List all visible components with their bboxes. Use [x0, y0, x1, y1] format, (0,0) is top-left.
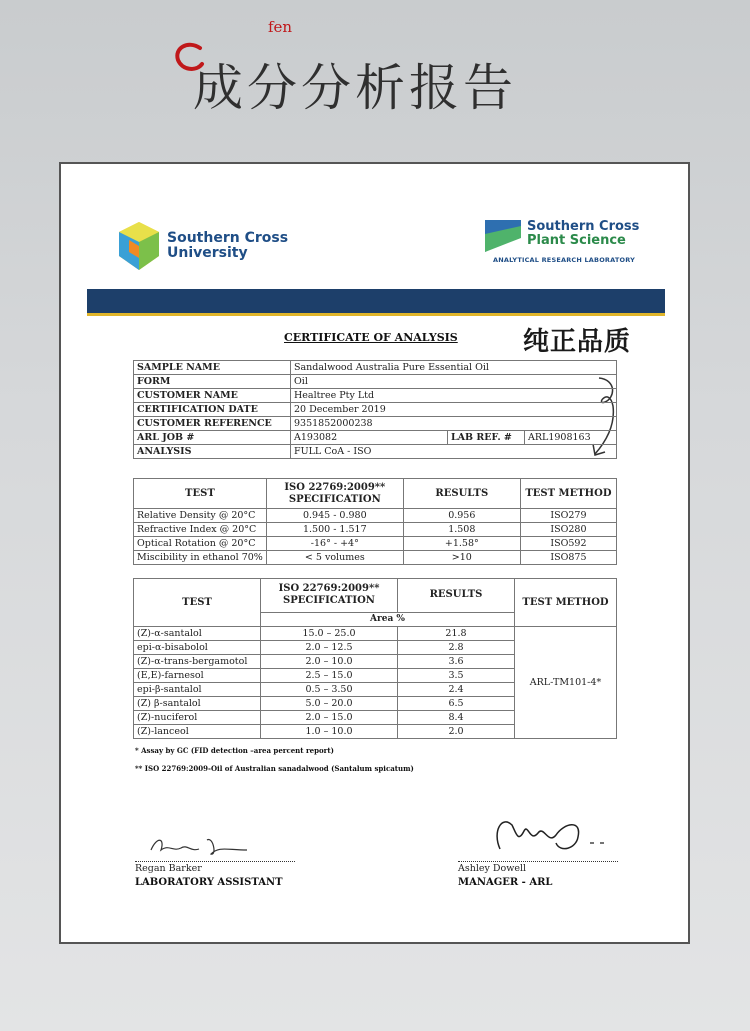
- table-cell: (Z)-α-santalol: [134, 627, 261, 641]
- table-cell: 2.0: [398, 725, 515, 739]
- signature-line-left: [135, 861, 295, 862]
- header-band: [87, 289, 665, 313]
- column-header: TEST: [134, 479, 267, 509]
- info-value: 20 December 2019: [291, 403, 617, 417]
- signature-line-right: [458, 861, 618, 862]
- info-label: SAMPLE NAME: [134, 361, 291, 375]
- info-value: A193082: [291, 431, 448, 445]
- table-cell: Refractive Index @ 20°C: [134, 523, 267, 537]
- column-header: ISO 22769:2009** SPECIFICATION: [266, 479, 403, 509]
- certificate-document: [59, 162, 690, 944]
- table-cell: ISO280: [520, 523, 616, 537]
- signature-left: [147, 832, 257, 862]
- table-cell: < 5 volumes: [266, 551, 403, 565]
- info-value: ARL1908163: [525, 431, 617, 445]
- table-cell: 2.0 – 15.0: [261, 711, 398, 725]
- quality-stamp: 纯正品质: [523, 327, 632, 357]
- table-cell: 2.5 – 15.0: [261, 669, 398, 683]
- sample-info-table: [133, 360, 617, 459]
- area-percent-subheader: Area %: [261, 612, 515, 626]
- composition-table: [133, 578, 617, 739]
- info-value: 9351852000238: [291, 417, 617, 431]
- info-label: CERTIFICATION DATE: [134, 403, 291, 417]
- table-cell: 21.8: [398, 627, 515, 641]
- column-header: RESULTS: [403, 479, 520, 509]
- table-cell: ISO875: [520, 551, 616, 565]
- info-label: ARL JOB #: [134, 431, 291, 445]
- scu-name-line1: Southern Cross: [167, 230, 289, 246]
- table-cell: 6.5: [398, 697, 515, 711]
- table-cell: 0.945 - 0.980: [266, 509, 403, 523]
- column-header: TEST METHOD: [520, 479, 616, 509]
- scps-logo: [485, 220, 645, 264]
- scps-subtitle: ANALYTICAL RESEARCH LABORATORY: [493, 256, 635, 264]
- table-cell: 3.5: [398, 669, 515, 683]
- info-label: CUSTOMER REFERENCE: [134, 417, 291, 431]
- table-cell: Optical Rotation @ 20°C: [134, 537, 267, 551]
- table-cell: epi-β-santalol: [134, 683, 261, 697]
- column-header: ISO 22769:2009** SPECIFICATION: [261, 579, 398, 613]
- scps-leaf-icon: [485, 220, 521, 252]
- table-cell: Miscibility in ethanol 70%: [134, 551, 267, 565]
- table-row: [134, 537, 617, 551]
- table-cell: 5.0 – 20.0: [261, 697, 398, 711]
- test-method-cell: ARL-TM101-4*: [515, 627, 617, 739]
- table-cell: +1.58°: [403, 537, 520, 551]
- footnote-assay: * Assay by GC (FID detection –area percent report): [135, 746, 334, 755]
- table-cell: 8.4: [398, 711, 515, 725]
- table-cell: Relative Density @ 20°C: [134, 509, 267, 523]
- table-row: [134, 551, 617, 565]
- signatory-role-left: LABORATORY ASSISTANT: [135, 877, 283, 888]
- table-cell: 2.0 – 10.0: [261, 655, 398, 669]
- table-cell: 2.0 – 12.5: [261, 641, 398, 655]
- info-label: ANALYSIS: [134, 445, 291, 459]
- table-row: [134, 627, 617, 641]
- info-value: FULL CoA - ISO: [291, 445, 617, 459]
- table-cell: 15.0 – 25.0: [261, 627, 398, 641]
- scps-name-line1: Southern Cross: [527, 219, 640, 234]
- table-cell: 1.500 - 1.517: [266, 523, 403, 537]
- table-cell: 1.0 – 10.0: [261, 725, 398, 739]
- page-title: 成分分析报告: [193, 59, 517, 117]
- table-cell: >10: [403, 551, 520, 565]
- phonetic-label: fen: [268, 18, 293, 36]
- info-value: Oil: [291, 375, 617, 389]
- column-header: RESULTS: [398, 579, 515, 613]
- table-row: [134, 389, 617, 403]
- table-cell: -16° - +4°: [266, 537, 403, 551]
- info-label: LAB REF. #: [448, 431, 525, 445]
- info-value: Healtree Pty Ltd: [291, 389, 617, 403]
- scu-name-line2: University: [167, 245, 248, 261]
- table-cell: 3.6: [398, 655, 515, 669]
- table-cell: 0.956: [403, 509, 520, 523]
- table-cell: (Z)-lanceol: [134, 725, 261, 739]
- scps-name-line2: Plant Science: [527, 233, 626, 248]
- table-cell: (Z)-α-trans-bergamotol: [134, 655, 261, 669]
- signatory-name-left: Regan Barker: [135, 863, 202, 874]
- scu-emblem-icon: [119, 222, 159, 270]
- table-cell: epi-α-bisabolol: [134, 641, 261, 655]
- signature-right: [486, 809, 616, 859]
- signatory-name-right: Ashley Dowell: [458, 863, 527, 874]
- footnote-iso: ** ISO 22769:2009-Oil of Australian sanadalwood (Santalum spicatum): [135, 764, 414, 773]
- table-row: [134, 403, 617, 417]
- table-cell: ISO279: [520, 509, 616, 523]
- column-header: TEST: [134, 579, 261, 627]
- table-cell: (E,E)-farnesol: [134, 669, 261, 683]
- table-row: [134, 375, 617, 389]
- scu-logo: [119, 222, 288, 270]
- table-row: [134, 417, 617, 431]
- table-cell: 2.4: [398, 683, 515, 697]
- table-row: [134, 509, 617, 523]
- table-row: [134, 523, 617, 537]
- physical-properties-table: [133, 478, 617, 565]
- info-label: CUSTOMER NAME: [134, 389, 291, 403]
- table-header-row: [134, 579, 617, 613]
- table-row: [134, 445, 617, 459]
- table-header-row: [134, 479, 617, 509]
- certificate-title: CERTIFICATE OF ANALYSIS: [284, 331, 458, 344]
- info-label: FORM: [134, 375, 291, 389]
- table-cell: 2.8: [398, 641, 515, 655]
- table-cell: 1.508: [403, 523, 520, 537]
- table-row: [134, 361, 617, 375]
- column-header: TEST METHOD: [515, 579, 617, 627]
- table-cell: (Z) β-santalol: [134, 697, 261, 711]
- info-value: Sandalwood Australia Pure Essential Oil: [291, 361, 617, 375]
- table-cell: 0.5 – 3.50: [261, 683, 398, 697]
- table-row: [134, 431, 617, 445]
- signatory-role-right: MANAGER - ARL: [458, 877, 553, 888]
- table-cell: ISO592: [520, 537, 616, 551]
- table-cell: (Z)-nuciferol: [134, 711, 261, 725]
- header-band-accent: [87, 313, 665, 316]
